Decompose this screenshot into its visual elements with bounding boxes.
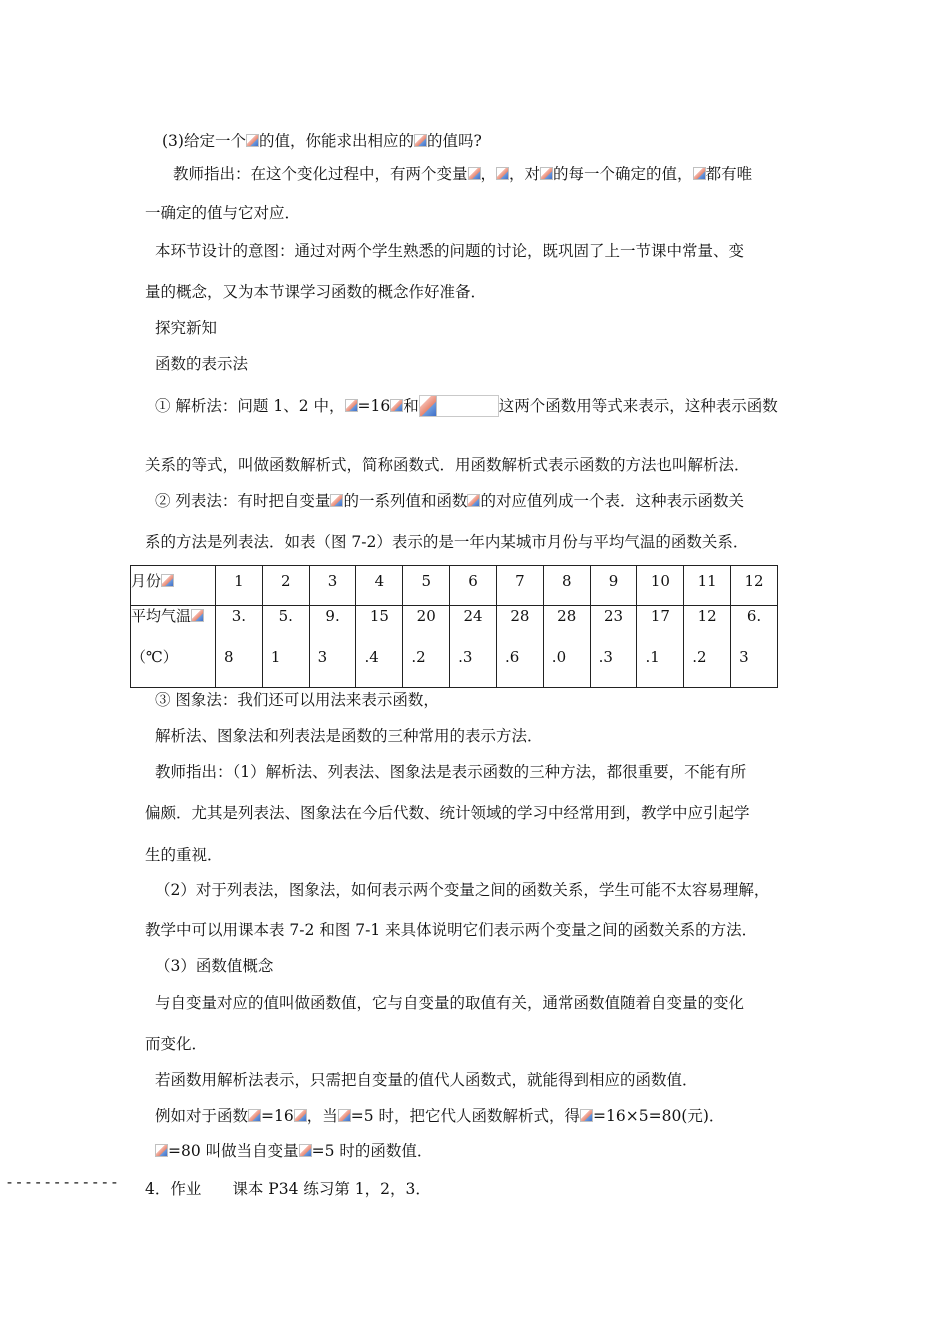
formula-image-icon (155, 1144, 168, 1157)
table-cell: 12 .2 (684, 606, 731, 688)
formula-image-icon (248, 1109, 261, 1122)
homework-line: 4．作业 课本 P34 练习第 1，2，3． (145, 1180, 431, 1198)
formula-image-icon (419, 395, 499, 417)
paragraph-line: 关系的等式，叫做函数解析式，简称函数式．用函数解析式表示函数的方法也叫解析法． (145, 456, 750, 474)
temperature-table (130, 565, 778, 688)
formula-image-icon (467, 494, 480, 507)
paragraph-line: 与自变量对应的值叫做函数值，它与自变量的取值有关，通常函数值随着自变量的变化 (155, 994, 745, 1012)
paragraph-line: 一确定的值与它对应． (145, 204, 301, 222)
table-cell: 4 (356, 566, 403, 606)
formula-image-icon (496, 167, 509, 180)
paragraph-line: （2）对于列表法，图象法，如何表示两个变量之间的函数关系，学生可能不太容易理解， (155, 881, 770, 899)
paragraph-line: 教学中可以用课本表 7-2 和图 7-1 来具体说明它们表示两个变量之间的函数关系的方法． (145, 921, 758, 939)
paragraph-line: ③ 图象法：我们还可以用法来表示函数， (155, 691, 439, 709)
formula-image-icon (330, 494, 343, 507)
paragraph-line: 教师指出：在这个变化过程中，有两个变量 ， ，对 的每一个确定的值， 都有唯 (173, 165, 753, 183)
formula-image-icon (580, 1109, 593, 1122)
table-cell: 24 .3 (450, 606, 497, 688)
table-cell: 3 (309, 566, 356, 606)
formula-image-icon (468, 167, 481, 180)
table-cell: 8 (543, 566, 590, 606)
formula-image-icon (338, 1109, 351, 1122)
formula-image-icon (414, 134, 427, 147)
formula-image-icon (191, 609, 204, 622)
section-heading: （3）函数值概念 (155, 957, 274, 975)
formula-image-icon (390, 399, 403, 412)
table-row (131, 566, 778, 606)
paragraph-line: 生的重视． (145, 846, 223, 864)
table-cell: 6 (450, 566, 497, 606)
paragraph-line: 教师指出：（1）解析法、列表法、图象法是表示函数的三种方法，都很重要，不能有所 (155, 763, 747, 781)
paragraph-line: 而变化． (145, 1035, 208, 1053)
paragraph-line: (3)给定一个 的值，你能求出相应的 的值吗? (162, 132, 482, 150)
table-cell: 15 .4 (356, 606, 403, 688)
table-row (131, 606, 778, 688)
table-header-cell: 月份 (131, 566, 216, 606)
formula-image-icon (299, 1144, 312, 1157)
section-heading: 探究新知 (155, 319, 218, 337)
paragraph-line: 本环节设计的意图：通过对两个学生熟悉的问题的讨论，既巩固了上一节课中常量、变 (155, 242, 745, 260)
formula-image-icon (246, 134, 259, 147)
table-cell: 12 (731, 566, 778, 606)
formula-image-icon (161, 574, 174, 587)
paragraph-line: 系的方法是列表法．如表（图 7-2）表示的是一年内某城市月份与平均气温的函数关系． (145, 533, 749, 551)
table-cell: 10 (637, 566, 684, 606)
table-cell: 9. 3 (309, 606, 356, 688)
paragraph-line: ① 解析法：问题 1、2 中， =16 和 这两个函数用等式来表示，这种表示函数 (155, 397, 778, 415)
formula-image-icon (294, 1109, 307, 1122)
table-cell: 28 .0 (543, 606, 590, 688)
table-cell: 5. 1 (262, 606, 309, 688)
paragraph-line: 例如对于函数 =16 ，当 =5 时，把它代人函数解析式，得 =16×5=80(元)． (155, 1107, 725, 1125)
table-cell: 23 .3 (590, 606, 637, 688)
table-cell: 5 (403, 566, 450, 606)
cut-line: ------------ (5, 1173, 120, 1191)
paragraph-line: 解析法、图象法和列表法是函数的三种常用的表示方法． (155, 727, 543, 745)
table-cell: 6. 3 (731, 606, 778, 688)
table-cell: 28 .6 (496, 606, 543, 688)
table-cell: 7 (496, 566, 543, 606)
formula-image-icon (345, 399, 358, 412)
paragraph-line: 若函数用解析法表示，只需把自变量的值代人函数式，就能得到相应的函数值． (155, 1071, 698, 1089)
table-header-cell: 平均气温 （℃） (131, 606, 216, 688)
table-cell: 11 (684, 566, 731, 606)
paragraph-line: 偏颇．尤其是列表法、图象法在今后代数、统计领域的学习中经常用到，教学中应引起学 (145, 804, 750, 822)
paragraph-line: ② 列表法：有时把自变量 的一系列值和函数 的对应值列成一个表．这种表示函数关 (155, 492, 744, 510)
table-cell: 20 .2 (403, 606, 450, 688)
table-cell: 17 .1 (637, 606, 684, 688)
table-cell: 2 (262, 566, 309, 606)
formula-image-icon (693, 167, 706, 180)
formula-image-icon (540, 167, 553, 180)
paragraph-line: =80 叫做当自变量 =5 时的函数值． (155, 1141, 432, 1161)
table-cell: 1 (216, 566, 263, 606)
table-cell: 9 (590, 566, 637, 606)
paragraph-line: 量的概念，又为本节课学习函数的概念作好准备． (145, 283, 487, 301)
section-heading: 函数的表示法 (155, 355, 249, 373)
table-cell: 3. 8 (216, 606, 263, 688)
